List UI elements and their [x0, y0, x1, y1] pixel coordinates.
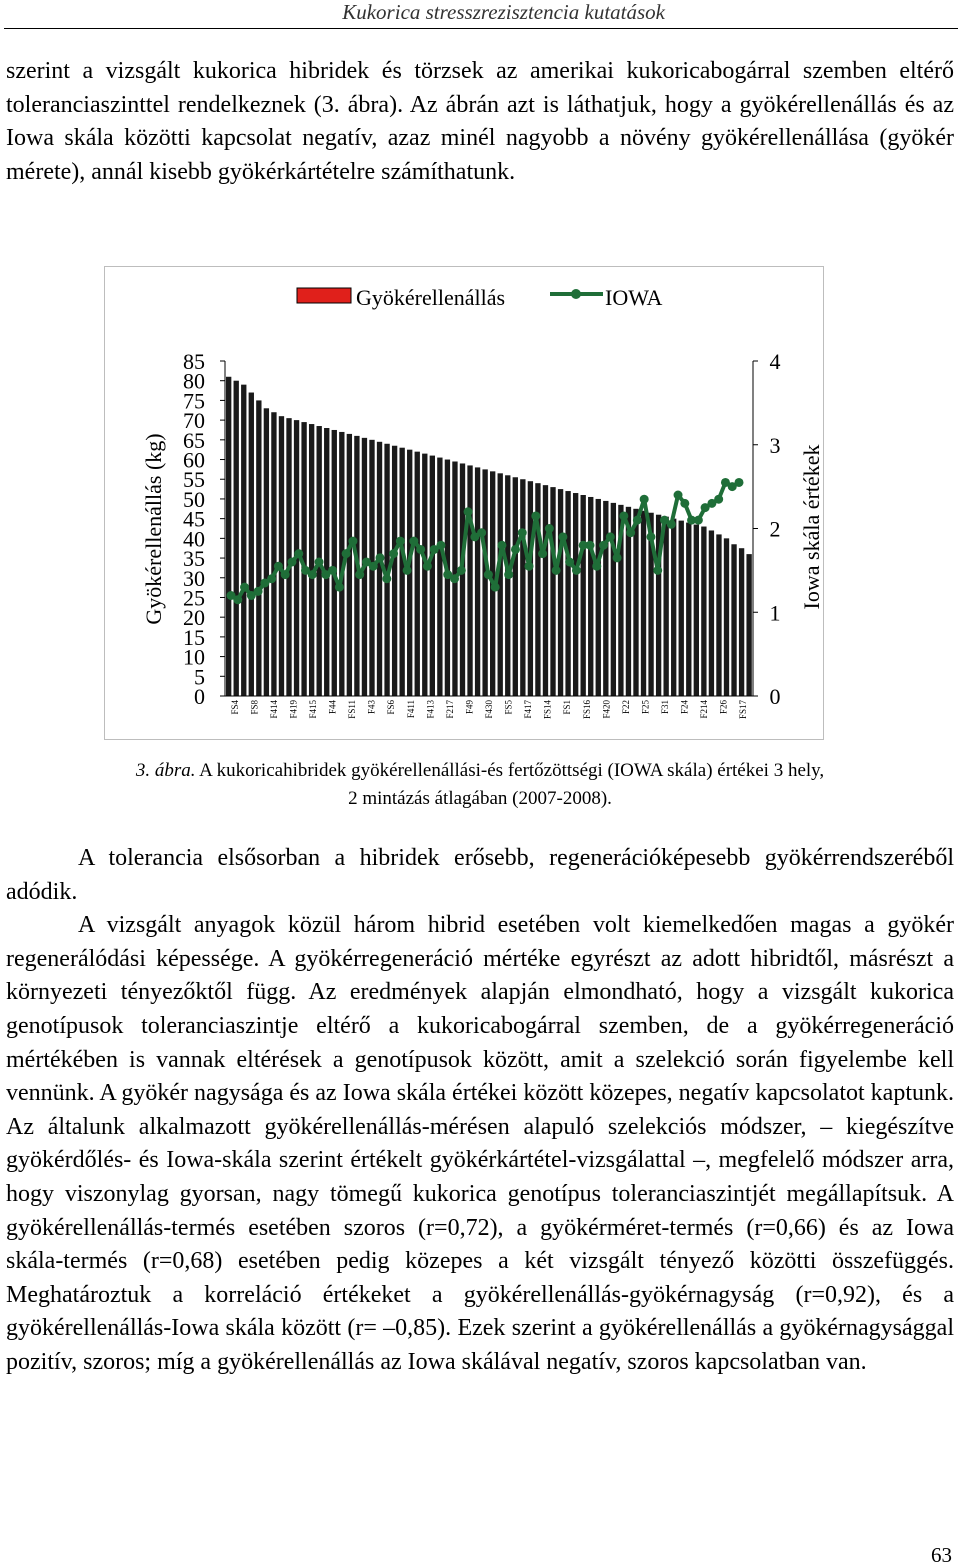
bar-20 — [377, 442, 382, 696]
iowa-point-55 — [599, 541, 608, 550]
x-tick-label-18: FS16 — [581, 700, 592, 720]
iowa-point-49 — [558, 532, 567, 541]
y-tick-label-2: 75 — [183, 388, 205, 414]
y-tick-label-10: 35 — [183, 546, 205, 572]
bar-66 — [724, 538, 729, 696]
legend-line-marker — [571, 289, 581, 299]
caption-text-1: A kukoricahibridek gyökérellenállási-és fertőzöttségi (IOWA skála) értékei 3 hely, — [195, 760, 825, 781]
bar-16 — [347, 434, 352, 696]
iowa-point-25 — [396, 537, 405, 546]
y2-axis-ticks — [753, 349, 781, 709]
iowa-point-53 — [585, 541, 594, 550]
bar-54 — [633, 509, 638, 696]
x-tick-label-23: F24 — [679, 700, 690, 715]
chart-legend — [297, 285, 663, 310]
iowa-point-72 — [714, 495, 723, 504]
iowa-point-59 — [626, 528, 635, 537]
iowa-point-41 — [504, 570, 513, 579]
bar-28 — [437, 458, 442, 696]
iowa-point-69 — [694, 516, 703, 525]
x-tick-label-21: F25 — [640, 700, 651, 715]
y-tick-label-4: 65 — [183, 427, 205, 453]
x-tick-label-24: F214 — [699, 700, 710, 719]
paragraph-tolerance: A tolerancia elsősorban a hibridek erősebb, regenerációképesebb gyökérrendszeréből adódik. — [6, 845, 954, 905]
iowa-point-16 — [335, 583, 344, 592]
iowa-point-67 — [680, 499, 689, 508]
bar-32 — [467, 465, 472, 696]
bar-25 — [415, 452, 420, 696]
y-axis-label: Gyökérellenállás (kg) — [141, 433, 166, 625]
bar-51 — [611, 503, 616, 696]
bar-37 — [505, 475, 510, 696]
iowa-point-66 — [674, 491, 683, 500]
iowa-point-34 — [457, 566, 466, 575]
x-tick-label-14: FS5 — [503, 700, 514, 715]
iowa-point-47 — [545, 524, 554, 533]
x-tick-label-3: F419 — [288, 700, 299, 719]
iowa-point-18 — [348, 537, 357, 546]
iowa-point-27 — [409, 537, 418, 546]
x-tick-label-9: F411 — [405, 700, 416, 719]
bar-64 — [709, 530, 714, 696]
caption-line-2: 2 mintázás átlagában (2007-2008). — [348, 788, 612, 809]
bar-0 — [226, 377, 231, 696]
page-number: 63 — [931, 1543, 952, 1567]
bar-6 — [271, 412, 276, 696]
header-rule — [4, 28, 958, 29]
iowa-point-2 — [240, 583, 249, 592]
bar-1 — [234, 381, 239, 696]
y2-tick-label-2: 2 — [769, 516, 781, 542]
bar-46 — [573, 493, 578, 696]
x-tick-label-5: F44 — [327, 700, 338, 715]
x-tick-label-7: F43 — [366, 700, 377, 715]
iowa-point-28 — [416, 545, 425, 554]
x-tick-label-10: F413 — [425, 700, 436, 719]
iowa-point-60 — [633, 516, 642, 525]
iowa-point-8 — [281, 570, 290, 579]
bar-68 — [739, 548, 744, 696]
bar-22 — [392, 446, 397, 696]
y2-tick-label-4: 0 — [769, 684, 781, 709]
bar-7 — [279, 416, 284, 696]
bar-43 — [550, 487, 555, 696]
iowa-point-75 — [735, 478, 744, 487]
iowa-point-12 — [308, 570, 317, 579]
x-tick-label-26: FS17 — [738, 700, 749, 720]
y-tick-label-12: 25 — [183, 585, 205, 611]
y-tick-label-16: 5 — [194, 664, 205, 690]
iowa-point-45 — [531, 511, 540, 520]
x-tick-label-25: F26 — [718, 700, 729, 715]
bar-8 — [286, 418, 291, 696]
x-tick-label-2: F414 — [268, 700, 279, 719]
iowa-point-35 — [464, 507, 473, 516]
iowa-point-58 — [619, 511, 628, 520]
x-tick-label-20: F22 — [620, 700, 631, 715]
x-tick-label-22: F31 — [660, 700, 670, 715]
bar-50 — [603, 501, 608, 696]
y-tick-label-8: 45 — [183, 506, 205, 532]
y-tick-label-13: 20 — [183, 605, 205, 631]
iowa-point-37 — [477, 528, 486, 537]
y-tick-label-9: 40 — [183, 526, 205, 552]
y-tick-label-15: 10 — [183, 644, 205, 670]
paragraph-intro — [6, 55, 954, 189]
x-tick-label-19: F420 — [601, 700, 612, 719]
bar-11 — [309, 424, 314, 696]
bar-62 — [694, 525, 699, 696]
bar-26 — [422, 454, 427, 696]
iowa-point-29 — [423, 562, 432, 571]
iowa-point-48 — [552, 566, 561, 575]
x-tick-label-12: F49 — [464, 700, 475, 715]
bar-39 — [520, 479, 525, 696]
bar-2 — [241, 385, 246, 696]
bar-14 — [332, 430, 337, 696]
bar-34 — [482, 469, 487, 696]
bar-42 — [543, 485, 548, 696]
paragraph-results: A vizsgált anyagok közül három hibrid esetében volt kiemelkedően magas a gyökér regenerálódási képessége. A gyökérregeneráció mértéke egyrészt az adott hibridtől, másrészt a környezeti tényezőktől függ. Az eredmények alapján elmondható, hogy a vizsgált kukorica genotípusok toleranciaszintje eltérő a kukoricabogárral szemben, de a gyökérregeneráció mértékében is vannak eltérések a genotípusok között, amit a szelekció során figyelembe kell vennünk. A gyökér nagysága és az Iowa skála értékei között közepes, negatív kapcsolatot kaptunk. Az általunk alkalmazott gyökérellenállás-mérésen alapuló szelekciós módszer, – kiegészítve gyökérdőlés- és Iowa-skála szerint értékelt gyökérkártétel-vizsgálattal –, megfelelő módszer arra, hogy viszonylag gyorsan, nagy tömegű kukorica genotípus toleranciaszintjét megállapítsuk. A gyökérellenállás-termés esetében szoros (r=0,72), a gyökérméret-termés (r=0,66) és az Iowa skála-termés (r=0,68) esetében pedig közepes a két vizsgált tényező közötti összefüggés. Meghatároztuk a korreláció értékeket a gyökérellenállás-gyökérnagyság (r=0,92), és a gyökérellenállás-Iowa skála között (r= –0,85). Ezek szerint a gyökérellenállás a gyökérnagysággal pozitív, szoros; míg a gyökérellenállás az Iowa skálával negatív, szoros kapcsolatban van. — [6, 912, 954, 1375]
iowa-point-39 — [491, 583, 500, 592]
iowa-point-54 — [592, 562, 601, 571]
iowa-point-61 — [640, 495, 649, 504]
iowa-point-44 — [525, 562, 534, 571]
iowa-point-62 — [646, 532, 655, 541]
paragraph-intro-text: szerint a vizsgált kukorica hibridek és törzsek az amerikai kukoricabogárral szemben eltérő toleranciaszinttel rendelkeznek (3. ábra). Az ábrán azt is láthatjuk, hogy a gyökérellenállás és az Iowa skála közötti kapcsolat negatív, azaz minél nagyobb a növény gyökérellenállása (gyökér mérete), annál kisebb gyökérkártételre számíthatunk. — [6, 58, 954, 185]
bar-31 — [460, 463, 465, 696]
iowa-point-38 — [484, 570, 493, 579]
bar-4 — [256, 400, 261, 696]
y-tick-label-3: 70 — [183, 408, 205, 434]
iowa-point-9 — [287, 558, 296, 567]
x-tick-label-8: FS6 — [386, 700, 397, 715]
bar-27 — [430, 456, 435, 696]
y-tick-label-5: 60 — [183, 447, 205, 473]
iowa-point-4 — [254, 587, 263, 596]
iowa-point-23 — [382, 574, 391, 583]
iowa-point-13 — [315, 558, 324, 567]
x-axis-ticks — [230, 700, 748, 720]
iowa-point-40 — [497, 541, 506, 550]
bar-38 — [513, 477, 518, 696]
legend-label-line: IOWA — [605, 285, 663, 310]
y-tick-label-14: 15 — [183, 624, 205, 650]
paragraph-body — [6, 842, 954, 1380]
bar-61 — [686, 523, 691, 696]
iowa-point-22 — [376, 553, 385, 562]
bar-3 — [249, 393, 254, 696]
x-tick-label-1: FS8 — [249, 700, 260, 715]
x-tick-label-4: F415 — [308, 700, 318, 719]
iowa-point-46 — [538, 549, 547, 558]
bar-13 — [324, 428, 329, 696]
running-header — [0, 0, 960, 28]
bar-63 — [701, 527, 706, 696]
bar-48 — [588, 497, 593, 696]
legend-label-bars: Gyökérellenállás — [356, 285, 506, 310]
figure-caption — [0, 757, 960, 813]
iowa-point-26 — [403, 566, 412, 575]
iowa-point-15 — [328, 566, 337, 575]
y-tick-label-6: 55 — [183, 467, 205, 493]
iowa-point-65 — [667, 520, 676, 529]
x-tick-label-15: F417 — [523, 700, 534, 719]
figure-3-chart — [104, 266, 824, 740]
y2-tick-label-3: 1 — [769, 600, 781, 626]
y-axis-ticks — [183, 349, 225, 709]
y2-tick-label-1: 3 — [769, 432, 781, 458]
iowa-point-6 — [267, 574, 276, 583]
x-tick-label-6: FS11 — [347, 700, 358, 719]
iowa-point-57 — [613, 553, 622, 562]
iowa-point-42 — [511, 545, 520, 554]
chart-svg — [105, 267, 825, 741]
bar-5 — [264, 408, 269, 696]
bar-65 — [716, 534, 721, 696]
iowa-point-63 — [653, 566, 662, 575]
legend-bar-swatch — [297, 288, 351, 303]
bar-44 — [558, 489, 563, 696]
caption-label: 3. ábra. — [135, 760, 196, 781]
y-tick-label-0: 85 — [183, 349, 205, 374]
bar-69 — [746, 554, 751, 696]
y-tick-label-7: 50 — [183, 486, 205, 512]
iowa-point-31 — [436, 541, 445, 550]
y-tick-label-1: 80 — [183, 368, 205, 394]
x-tick-label-0: FS4 — [229, 700, 240, 715]
iowa-point-1 — [233, 595, 242, 604]
bar-55 — [641, 511, 646, 696]
y2-axis-label: Iowa skála értékek — [799, 444, 824, 610]
bar-67 — [731, 544, 736, 696]
x-tick-label-11: F217 — [444, 700, 455, 719]
iowa-point-33 — [450, 574, 459, 583]
bar-58 — [663, 517, 668, 696]
iowa-point-56 — [606, 532, 615, 541]
y2-tick-label-0: 4 — [769, 349, 781, 374]
iowa-point-19 — [355, 570, 364, 579]
bar-45 — [565, 491, 570, 696]
iowa-point-10 — [294, 549, 303, 558]
x-tick-label-16: FS14 — [542, 700, 553, 720]
bar-49 — [596, 499, 601, 696]
bar-series — [226, 377, 752, 696]
x-tick-label-17: FS1 — [562, 700, 573, 715]
bar-60 — [679, 521, 684, 696]
header-title: Kukorica stresszrezisztencia kutatások — [342, 0, 665, 24]
y-tick-label-11: 30 — [183, 565, 205, 591]
bar-33 — [475, 467, 480, 696]
bar-59 — [671, 519, 676, 696]
iowa-point-50 — [565, 558, 574, 567]
iowa-point-51 — [572, 566, 581, 575]
iowa-point-21 — [369, 562, 378, 571]
y-tick-label-17: 0 — [194, 684, 205, 709]
caption-line-1 — [0, 757, 960, 785]
iowa-point-7 — [274, 562, 283, 571]
x-tick-label-13: F430 — [484, 700, 494, 719]
bar-47 — [581, 495, 586, 696]
iowa-point-24 — [389, 549, 398, 558]
iowa-point-43 — [518, 528, 527, 537]
iowa-point-17 — [342, 549, 351, 558]
